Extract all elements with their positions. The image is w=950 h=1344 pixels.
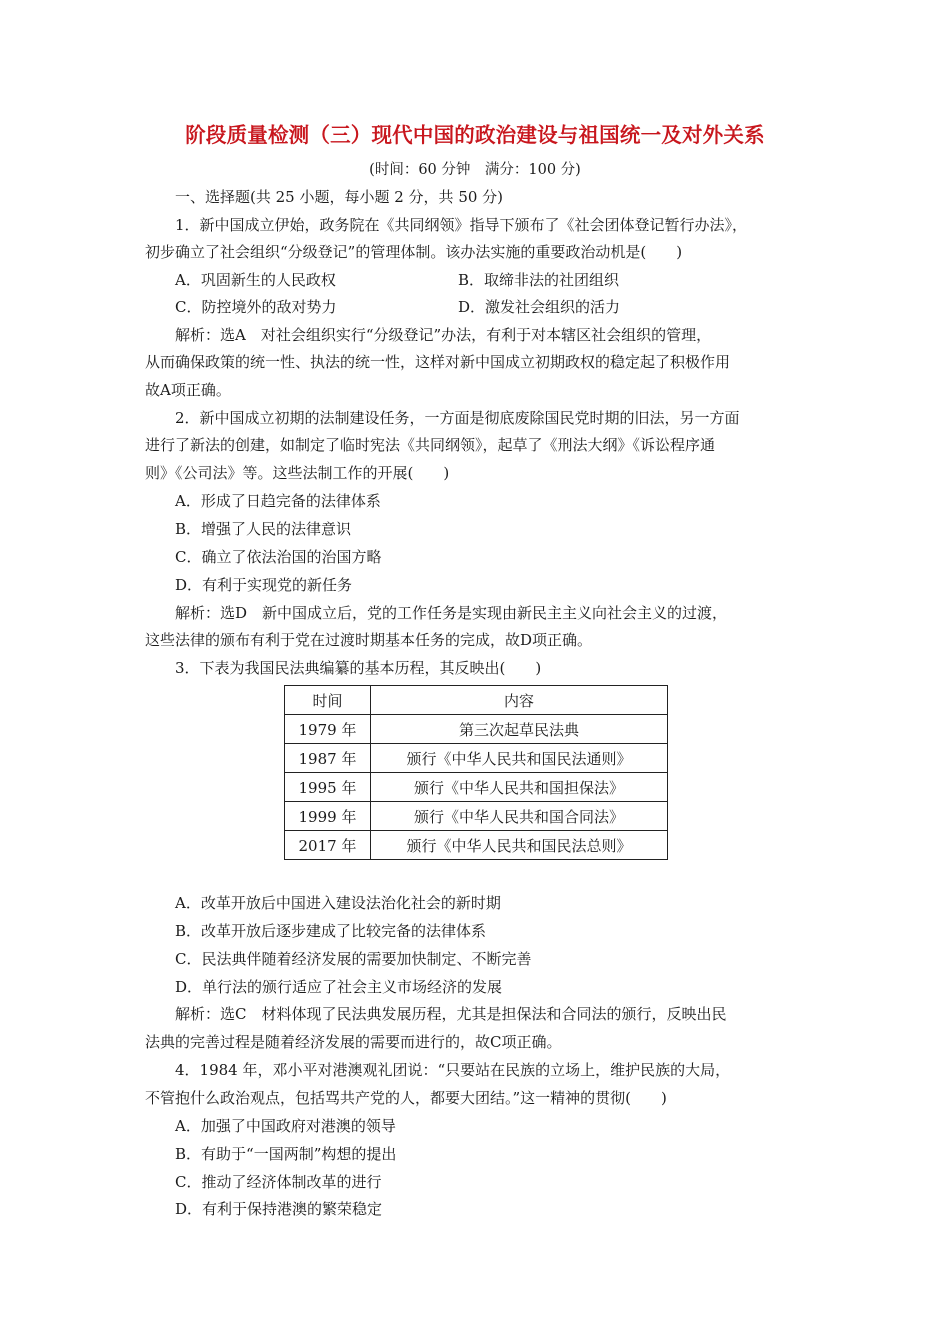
q4-option-b: B．有助于“一国两制”构想的提出 xyxy=(175,1145,397,1163)
q2-stem-line: 进行了新法的创建，如制定了临时宪法《共同纲领》，起草了《刑法大纲》《诉讼程序通 xyxy=(145,436,716,454)
table-cell-year: 1999 年 xyxy=(285,802,371,831)
q4-option-a: A．加强了中国政府对港澳的领导 xyxy=(175,1117,396,1135)
section-heading: 一、选择题(共 25 小题，每小题 2 分，共 50 分) xyxy=(175,188,504,206)
table-cell-content: 颁行《中华人民共和国民法总则》 xyxy=(371,831,668,860)
q3-analysis-line: 法典的完善过程是随着经济发展的需要而进行的，故C项正确。 xyxy=(145,1033,562,1051)
table-cell-year: 1995 年 xyxy=(285,773,371,802)
table-cell-content: 颁行《中华人民共和国合同法》 xyxy=(371,802,668,831)
civil-code-timeline-table xyxy=(284,685,668,860)
q1-stem-line: 1．新中国成立伊始，政务院在《共同纲领》指导下颁布了《社会团体登记暂行办法》， xyxy=(175,216,748,234)
table-cell-content: 颁行《中华人民共和国民法通则》 xyxy=(371,744,668,773)
table-row xyxy=(285,715,668,744)
q4-stem-line: 不管抱什么政治观点，包括骂共产党的人，都要大团结。”这一精神的贯彻( ) xyxy=(145,1089,667,1107)
table-cell-year: 1979 年 xyxy=(285,715,371,744)
q4-stem-line: 4．1984 年，邓小平对港澳观礼团说：“只要站在民族的立场上，维护民族的大局， xyxy=(175,1061,731,1079)
table-header-row xyxy=(285,686,668,715)
table-header-cell: 时间 xyxy=(285,686,371,715)
q1-stem-line: 初步确立了社会组织“分级登记”的管理体制。该办法实施的重要政治动机是( ) xyxy=(145,243,683,261)
q1-analysis-line: 故A项正确。 xyxy=(145,381,231,399)
q2-option-a: A．形成了日趋完备的法律体系 xyxy=(175,492,381,510)
q3-option-c: C．民法典伴随着经济发展的需要加快制定、不断完善 xyxy=(175,950,532,968)
q2-option-c: C．确立了依法治国的治国方略 xyxy=(175,548,382,566)
table-row xyxy=(285,773,668,802)
q4-option-c: C．推动了经济体制改革的进行 xyxy=(175,1173,382,1191)
q3-option-d: D．单行法的颁行适应了社会主义市场经济的发展 xyxy=(175,978,503,996)
q2-analysis-line: 解析：选D 新中国成立后，党的工作任务是实现由新民主主义向社会主义的过渡， xyxy=(175,604,728,622)
q1-option-b: B．取缔非法的社团组织 xyxy=(458,271,620,289)
q2-analysis-line: 这些法律的颁布有利于党在过渡时期基本任务的完成，故D项正确。 xyxy=(145,631,593,649)
table-row xyxy=(285,744,668,773)
q1-analysis-line: 解析：选A 对社会组织实行“分级登记”办法，有利于对本辖区社会组织的管理， xyxy=(175,326,712,344)
q3-analysis-line: 解析：选C 材料体现了民法典发展历程，尤其是担保法和合同法的颁行，反映出民 xyxy=(175,1005,727,1023)
q2-option-b: B．增强了人民的法律意识 xyxy=(175,520,352,538)
table-row xyxy=(285,802,668,831)
table-cell-year: 2017 年 xyxy=(285,831,371,860)
q3-option-a: A．改革开放后中国进入建设法治化社会的新时期 xyxy=(175,894,501,912)
table-header-cell: 内容 xyxy=(371,686,668,715)
q1-option-c: C．防控境外的敌对势力 xyxy=(175,298,337,316)
table-cell-year: 1987 年 xyxy=(285,744,371,773)
table-cell-content: 第三次起草民法典 xyxy=(371,715,668,744)
exam-info: (时间：60 分钟 满分：100 分) xyxy=(369,162,581,178)
q3-stem-line: 3．下表为我国民法典编纂的基本历程，其反映出( ) xyxy=(175,659,542,677)
q1-analysis-line: 从而确保政策的统一性、执法的统一性，这样对新中国成立初期政权的稳定起了积极作用 xyxy=(145,353,731,371)
q2-stem-line: 则》《公司法》等。这些法制工作的开展( ) xyxy=(145,464,450,482)
q4-option-d: D．有利于保持港澳的繁荣稳定 xyxy=(175,1200,383,1218)
q2-option-d: D．有利于实现党的新任务 xyxy=(175,576,353,594)
q1-option-a: A．巩固新生的人民政权 xyxy=(175,271,336,289)
q2-stem-line: 2．新中国成立初期的法制建设任务，一方面是彻底废除国民党时期的旧法，另一方面 xyxy=(175,409,740,427)
q3-option-b: B．改革开放后逐步建成了比较完备的法律体系 xyxy=(175,922,487,940)
q1-option-d: D．激发社会组织的活力 xyxy=(458,298,621,316)
page-title: 阶段质量检测（三）现代中国的政治建设与祖国统一及对外关系 xyxy=(185,123,765,147)
table-row xyxy=(285,831,668,860)
table-cell-content: 颁行《中华人民共和国担保法》 xyxy=(371,773,668,802)
